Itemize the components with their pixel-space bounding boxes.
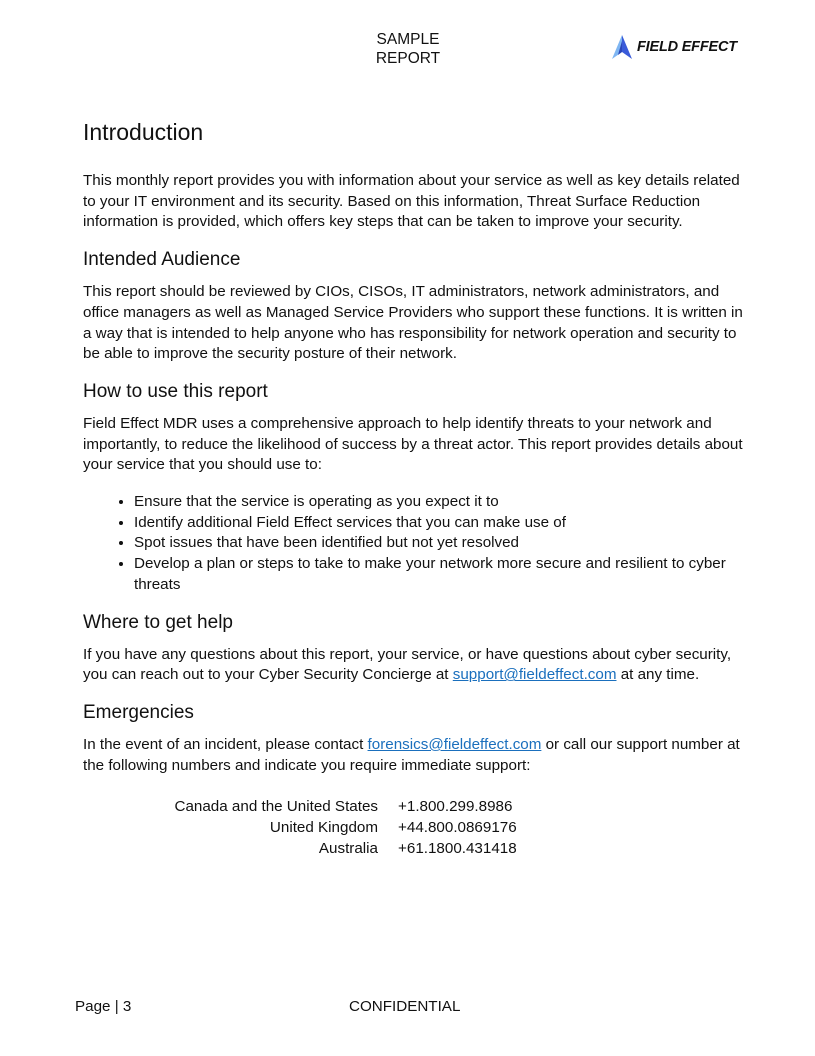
emergency-contacts-table xyxy=(83,796,748,859)
page-number: Page | 3 xyxy=(75,998,132,1015)
logo-text: FIELD EFFECT xyxy=(637,39,737,55)
introduction-text: This monthly report provides you with information about your service as well as key details related to your IT environment and its security. Based on this information, Threat Surface Reduction information is provided, which offers key steps that can be taken to improve your security. xyxy=(83,172,740,231)
contact-number: +61.1800.431418 xyxy=(398,840,517,858)
document-body xyxy=(83,116,748,859)
emergencies-text-after: or call our support number at the following numbers and indicate you require immediate support: xyxy=(83,735,740,774)
help-text-after: at any time. xyxy=(616,666,700,684)
how-to-use-heading: How to use this report xyxy=(83,380,268,402)
contact-region: Australia xyxy=(318,840,378,858)
list-item: • Ensure that the service is operating as you expect it to xyxy=(134,492,748,513)
contact-region: Canada and the United States xyxy=(174,798,378,816)
forensics-email-link[interactable]: forensics@fieldeffect.com xyxy=(367,735,542,753)
where-to-get-help-heading: Where to get help xyxy=(83,611,233,633)
where-to-get-help-text xyxy=(83,645,748,686)
list-item: • Identify additional Field Effect services that you can make use of xyxy=(134,513,748,534)
contact-number: +44.800.0869176 xyxy=(398,819,517,837)
support-email-link[interactable]: support@fieldeffect.com xyxy=(452,666,617,684)
list-item: • Spot issues that have been identified but not yet resolved xyxy=(134,533,748,554)
emergencies-text-before: In the event of an incident, please contact xyxy=(83,735,368,753)
confidential-label: CONFIDENTIAL xyxy=(349,998,461,1015)
help-text-before: If you have any questions about this report, your service, or have questions about cyber security, you can reach out to your Cyber Security Concierge at xyxy=(83,645,732,684)
report-title-line2: REPORT xyxy=(375,50,441,67)
introduction-heading: Introduction xyxy=(83,119,204,145)
intended-audience-heading: Intended Audience xyxy=(83,249,241,271)
list-item: • Develop a plan or steps to take to make your network more secure and resilient to cyber threats xyxy=(134,554,748,595)
intended-audience-text: This report should be reviewed by CIOs, CISOs, IT administrators, network administrators, and office managers as well as Managed Service Providers who support these functions. It is written in a way that is intended to help anyone who has responsibility for network operation and security to be able to improve the security posture of their network. xyxy=(83,283,743,363)
how-to-use-text: Field Effect MDR uses a comprehensive approach to help identify threats to your network and importantly, to reduce the likelihood of success by a threat actor. This report provides details about your service that you should use to: xyxy=(83,414,743,474)
report-title-line1: SAMPLE xyxy=(376,31,440,48)
emergencies-heading: Emergencies xyxy=(83,701,194,723)
contact-number: +1.800.299.8986 xyxy=(398,798,513,816)
field-effect-logo xyxy=(612,35,737,59)
contact-region: United Kingdom xyxy=(269,819,378,837)
report-title xyxy=(358,30,458,68)
emergencies-text xyxy=(83,735,748,776)
field-effect-logo-icon xyxy=(612,35,632,59)
how-to-use-list xyxy=(83,492,748,596)
